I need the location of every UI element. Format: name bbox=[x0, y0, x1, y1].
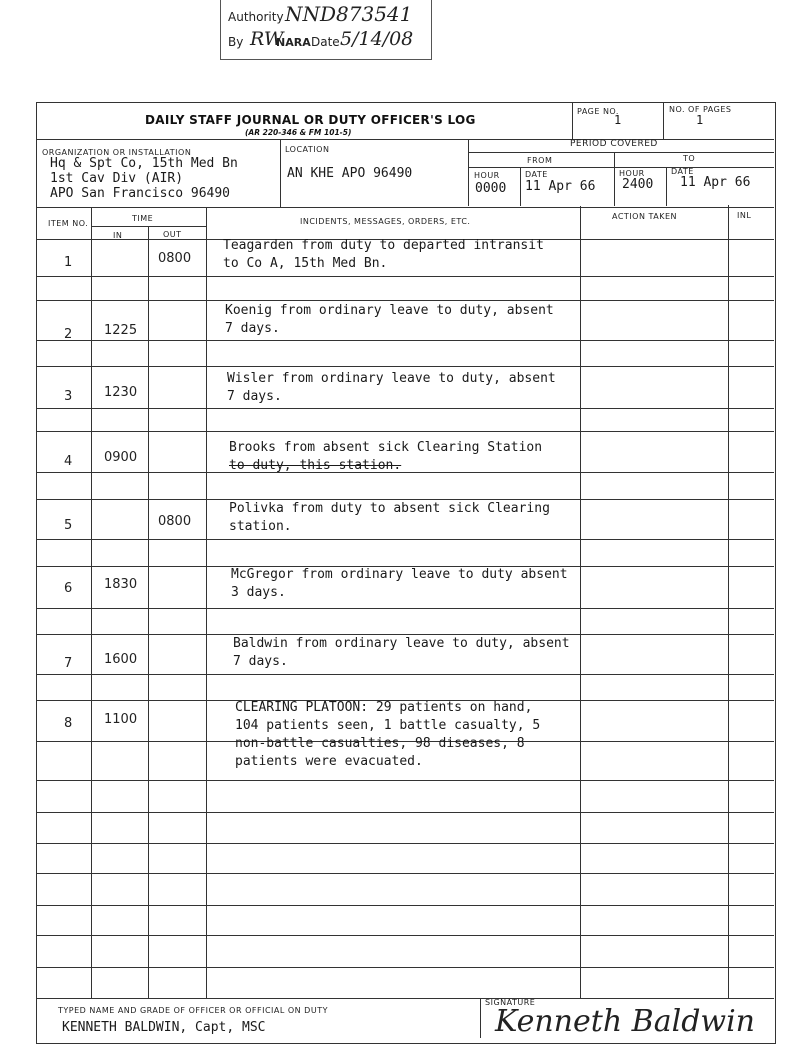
from-date: 11 Apr 66 bbox=[525, 179, 596, 194]
location: AN KHE APO 96490 bbox=[287, 166, 413, 181]
grid-rule bbox=[37, 300, 774, 301]
incident-text-line: 104 patients seen, 1 battle casualty, 5 bbox=[235, 718, 541, 733]
time-out: 0800 bbox=[158, 514, 192, 529]
incident-text-line: 7 days. bbox=[233, 654, 288, 669]
by-initials: RW bbox=[250, 28, 284, 50]
time-in: 1225 bbox=[104, 323, 138, 338]
grid-rule bbox=[37, 634, 774, 635]
grid-rule bbox=[37, 366, 774, 367]
grid-rule bbox=[37, 276, 774, 277]
out-header: OUT bbox=[163, 230, 182, 239]
item-number: 7 bbox=[64, 656, 73, 671]
time-in: 1600 bbox=[104, 652, 138, 667]
incident-text-line: 7 days. bbox=[227, 389, 282, 404]
from-hour-label: HOUR bbox=[474, 171, 500, 180]
to-date-label: DATE bbox=[671, 167, 694, 176]
incident-text-line: to Co A, 15th Med Bn. bbox=[223, 256, 388, 271]
item-number: 1 bbox=[64, 255, 73, 270]
time-out: 0800 bbox=[158, 251, 192, 266]
item-number: 8 bbox=[64, 716, 73, 731]
authority-date: 5/14/08 bbox=[340, 28, 414, 50]
signature-label: SIGNATURE bbox=[485, 998, 536, 1007]
time-in: 1830 bbox=[104, 577, 138, 592]
time-in: 1230 bbox=[104, 385, 138, 400]
signature: Kenneth Baldwin bbox=[495, 1004, 755, 1039]
org-line-1: Hq & Spt Co, 15th Med Bn bbox=[50, 156, 238, 171]
time-header: TIME bbox=[132, 214, 154, 223]
grid-rule bbox=[37, 780, 774, 781]
grid-rule bbox=[37, 873, 774, 874]
incidents-header: INCIDENTS, MESSAGES, ORDERS, ETC. bbox=[300, 217, 471, 226]
grid-rule bbox=[37, 935, 774, 936]
incident-text-line: Wisler from ordinary leave to duty, absent bbox=[227, 371, 556, 386]
page-no: 1 bbox=[614, 113, 622, 127]
period-covered-label: PERIOD COVERED bbox=[570, 139, 658, 149]
grid-rule bbox=[37, 608, 774, 609]
from-date-label: DATE bbox=[525, 170, 548, 179]
incident-text-line: Koenig from ordinary leave to duty, absent bbox=[225, 303, 554, 318]
incident-text-line: Polivka from duty to absent sick Clearing bbox=[229, 501, 550, 516]
item-number: 5 bbox=[64, 518, 73, 533]
authority-value: NND873541 bbox=[285, 2, 413, 26]
from-label: FROM bbox=[527, 156, 553, 165]
item-number: 4 bbox=[64, 454, 73, 469]
nara-label: NARA bbox=[276, 36, 311, 49]
page-no-label: PAGE NO. bbox=[577, 107, 619, 116]
grid-rule bbox=[37, 905, 774, 906]
incident-text-line: Teagarden from duty to departed intransit bbox=[223, 238, 544, 253]
grid-rule bbox=[37, 812, 774, 813]
to-label: TO bbox=[683, 154, 696, 163]
time-in: 0900 bbox=[104, 450, 138, 465]
time-in: 1100 bbox=[104, 712, 138, 727]
no-of-pages: 1 bbox=[696, 113, 704, 127]
incident-text-line: McGregor from ordinary leave to duty absent bbox=[231, 567, 568, 582]
location-label: LOCATION bbox=[285, 145, 330, 154]
by-label: By bbox=[228, 35, 244, 49]
grid-rule bbox=[37, 967, 774, 968]
to-date: 11 Apr 66 bbox=[680, 175, 751, 190]
form-title: DAILY STAFF JOURNAL OR DUTY OFFICER'S LOG bbox=[145, 113, 476, 127]
grid-rule bbox=[37, 674, 774, 675]
grid-rule bbox=[37, 499, 774, 500]
grid-rule bbox=[37, 843, 774, 844]
grid-rule bbox=[37, 408, 774, 409]
incident-text-line: CLEARING PLATOON: 29 patients on hand, bbox=[235, 700, 533, 715]
grid-rule bbox=[37, 539, 774, 540]
item-number: 6 bbox=[64, 581, 73, 596]
form-subtitle: (AR 220-346 & FM 101-5) bbox=[245, 128, 352, 137]
incident-text-line: Baldwin from ordinary leave to duty, absent bbox=[233, 636, 570, 651]
item-no-header: ITEM NO. bbox=[48, 219, 89, 228]
org-line-3: APO San Francisco 96490 bbox=[50, 186, 231, 201]
grid-rule bbox=[37, 472, 774, 473]
org-label: ORGANIZATION OR INSTALLATION bbox=[42, 148, 192, 157]
authority-label: Authority bbox=[228, 10, 284, 24]
no-of-pages-label: NO. OF PAGES bbox=[669, 105, 732, 114]
item-number: 3 bbox=[64, 389, 73, 404]
grid-rule bbox=[37, 340, 774, 341]
incident-text-line: non-battle casualties, 98 diseases, 8 bbox=[235, 736, 525, 751]
item-number: 2 bbox=[64, 327, 73, 342]
to-hour: 2400 bbox=[622, 177, 654, 192]
incident-text-line: 3 days. bbox=[231, 585, 286, 600]
to-hour-label: HOUR bbox=[619, 169, 645, 178]
from-hour: 0000 bbox=[475, 181, 507, 196]
officer-name: KENNETH BALDWIN, Capt, MSC bbox=[62, 1020, 266, 1035]
incident-text-line: patients were evacuated. bbox=[235, 754, 423, 769]
incident-text-line: 7 days. bbox=[225, 321, 280, 336]
incident-text-line: to duty, this station. bbox=[229, 458, 402, 473]
incident-text-line: Brooks from absent sick Clearing Station bbox=[229, 440, 543, 455]
action-taken-header: ACTION TAKEN bbox=[612, 212, 678, 221]
in-header: IN bbox=[113, 231, 123, 240]
org-line-2: 1st Cav Div (AIR) bbox=[50, 171, 184, 186]
officer-label: TYPED NAME AND GRADE OF OFFICER OR OFFICIAL ON DUTY bbox=[58, 1006, 328, 1015]
inl-header: INL bbox=[737, 211, 752, 220]
grid-rule bbox=[37, 431, 774, 432]
date-label: Date bbox=[311, 35, 340, 49]
incident-text-line: station. bbox=[229, 519, 292, 534]
